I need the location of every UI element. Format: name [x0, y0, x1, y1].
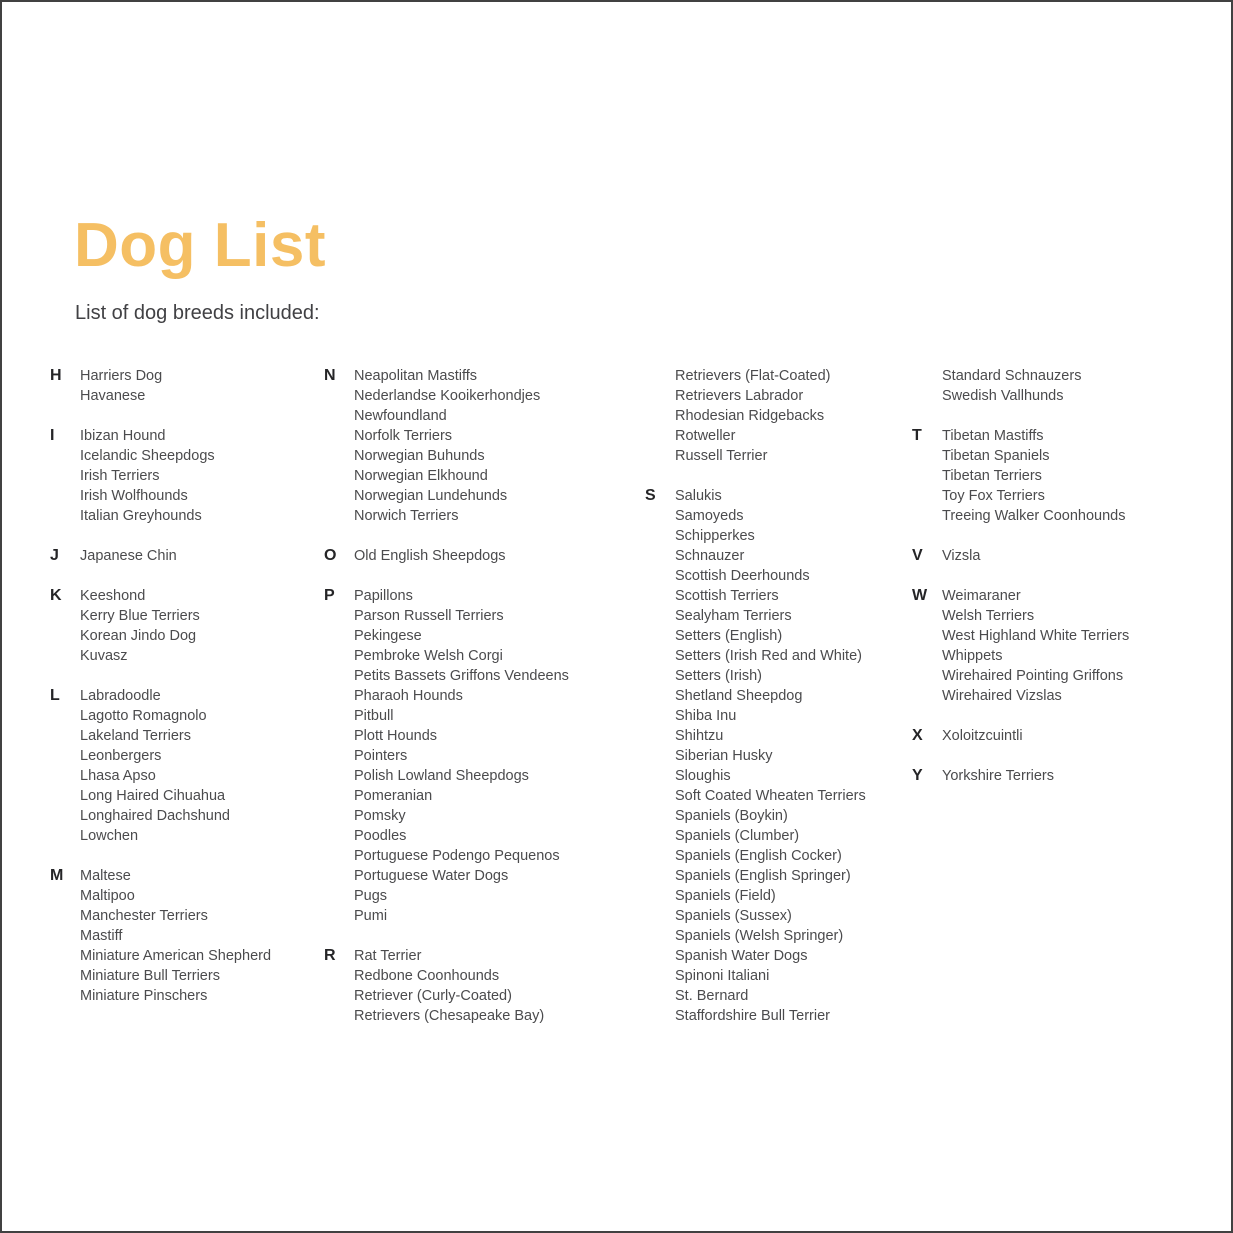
breed-item: Kerry Blue Terriers — [80, 608, 200, 624]
breed-item: Italian Greyhounds — [80, 508, 202, 524]
section-letter: T — [912, 427, 922, 444]
breed-item: Scottish Deerhounds — [675, 568, 810, 584]
breed-item: Manchester Terriers — [80, 908, 208, 924]
breed-item: Lhasa Apso — [80, 768, 156, 784]
breed-item: Tibetan Terriers — [942, 468, 1042, 484]
breed-item: Russell Terrier — [675, 448, 768, 464]
breed-item: Setters (English) — [675, 628, 783, 644]
breed-item: Miniature Pinschers — [80, 988, 208, 1004]
breed-list — [80, 686, 230, 846]
breed-list — [675, 366, 831, 466]
breed-item: Nederlandse Kooikerhondjes — [354, 388, 541, 404]
breed-item: Keeshond — [80, 588, 146, 604]
section-letter: Y — [912, 767, 923, 784]
breed-item: Miniature Bull Terriers — [80, 968, 220, 984]
letter-section-x — [912, 726, 1129, 746]
section-letter: S — [645, 487, 656, 504]
breed-item: Welsh Terriers — [942, 608, 1035, 624]
breed-item: Spaniels (Welsh Springer) — [675, 928, 844, 944]
section-letter: M — [50, 867, 64, 884]
breed-item: Norwegian Elkhound — [354, 468, 488, 484]
breed-list — [942, 426, 1126, 526]
breed-item: Pembroke Welsh Corgi — [354, 648, 503, 664]
breed-item: Sealyham Terriers — [675, 608, 792, 624]
letter-section-j — [50, 546, 271, 566]
breed-item: Spaniels (English Springer) — [675, 868, 851, 884]
breed-item: Parson Russell Terriers — [354, 608, 504, 624]
breed-item: Setters (Irish) — [675, 668, 763, 684]
breed-item: Wirehaired Pointing Griffons — [942, 668, 1124, 684]
breed-item: Pomeranian — [354, 788, 433, 804]
breed-list — [675, 486, 866, 1026]
breed-item: Poodles — [354, 828, 407, 844]
breed-item: Papillons — [354, 588, 413, 604]
breed-item: Pomsky — [354, 808, 406, 824]
breed-list — [80, 366, 162, 406]
breed-list — [942, 586, 1129, 706]
letter-section-continued — [645, 366, 866, 466]
breed-item: Toy Fox Terriers — [942, 488, 1045, 504]
breed-item: Norfolk Terriers — [354, 428, 453, 444]
breed-item: Miniature American Shepherd — [80, 948, 272, 964]
section-letter: I — [50, 427, 55, 444]
letter-section-p — [324, 586, 569, 926]
breed-item: Retriever (Curly-Coated) — [354, 988, 512, 1004]
section-letter: X — [912, 727, 923, 744]
letter-section-s — [645, 486, 866, 1026]
breed-list — [80, 866, 271, 1006]
breed-item: Pointers — [354, 748, 408, 764]
breed-item: West Highland White Terriers — [942, 628, 1130, 644]
breed-item: Icelandic Sheepdogs — [80, 448, 215, 464]
letter-section-n — [324, 366, 569, 526]
breed-list — [942, 766, 1054, 786]
breed-item: Staffordshire Bull Terrier — [675, 1008, 831, 1024]
breed-item: Pumi — [354, 908, 388, 924]
section-letter: O — [324, 547, 337, 564]
section-letter: K — [50, 587, 62, 604]
breed-item: Shihtzu — [675, 728, 724, 744]
breed-list — [80, 546, 177, 566]
breed-item: Irish Wolfhounds — [80, 488, 188, 504]
breed-list — [354, 946, 544, 1026]
breed-list — [942, 546, 980, 566]
breed-item: Pugs — [354, 888, 388, 904]
breed-item: Spanish Water Dogs — [675, 948, 808, 964]
breed-item: Plott Hounds — [354, 728, 438, 744]
breed-list — [354, 366, 540, 526]
breed-item: Spaniels (Boykin) — [675, 808, 788, 824]
breed-item: Samoyeds — [675, 508, 744, 524]
breed-item: Old English Sheepdogs — [354, 548, 506, 564]
section-letter: P — [324, 587, 335, 604]
breed-item: Newfoundland — [354, 408, 447, 424]
breed-item: Polish Lowland Sheepdogs — [354, 768, 529, 784]
breed-item: Kuvasz — [80, 648, 128, 664]
breed-item: Spaniels (Clumber) — [675, 828, 800, 844]
breed-item: Vizsla — [942, 548, 981, 564]
breed-item: Shiba Inu — [675, 708, 737, 724]
breed-item: Maltese — [80, 868, 131, 884]
letter-section-y — [912, 766, 1129, 786]
breed-item: Ibizan Hound — [80, 428, 166, 444]
letter-section-h — [50, 366, 271, 406]
breed-item: Scottish Terriers — [675, 588, 779, 604]
breed-list — [80, 426, 215, 526]
breed-item: Retrievers (Chesapeake Bay) — [354, 1008, 545, 1024]
letter-section-o — [324, 546, 569, 566]
breed-item: Tibetan Spaniels — [942, 448, 1050, 464]
breed-item: Rhodesian Ridgebacks — [675, 408, 825, 424]
breed-item: Sloughis — [675, 768, 731, 784]
breed-item: Portuguese Podengo Pequenos — [354, 848, 560, 864]
breed-item: Treeing Walker Coonhounds — [942, 508, 1126, 524]
breed-item: Norwegian Buhunds — [354, 448, 485, 464]
breed-item: Spaniels (Sussex) — [675, 908, 792, 924]
breed-item: Whippets — [942, 648, 1003, 664]
section-letter: N — [324, 367, 336, 384]
breed-item: St. Bernard — [675, 988, 749, 1004]
section-letter: L — [50, 687, 60, 704]
section-letter: J — [50, 547, 59, 564]
letter-section-continued — [912, 366, 1129, 406]
breed-item: Labradoodle — [80, 688, 161, 704]
letter-section-i — [50, 426, 271, 526]
breed-item: Spaniels (Field) — [675, 888, 776, 904]
breed-item: Shetland Sheepdog — [675, 688, 803, 704]
letter-section-l — [50, 686, 271, 846]
breed-item: Weimaraner — [942, 588, 1021, 604]
breed-item: Longhaired Dachshund — [80, 808, 230, 824]
breed-item: Soft Coated Wheaten Terriers — [675, 788, 866, 804]
section-letter: W — [912, 587, 928, 604]
breed-item: Pharaoh Hounds — [354, 688, 463, 704]
letter-section-t — [912, 426, 1129, 526]
breed-list — [942, 366, 1081, 406]
breed-item: Rotweller — [675, 428, 736, 444]
breed-item: Tibetan Mastiffs — [942, 428, 1044, 444]
breed-item: Korean Jindo Dog — [80, 628, 197, 644]
breed-item: Havanese — [80, 388, 146, 404]
breed-item: Harriers Dog — [80, 368, 163, 384]
breed-column-1 — [50, 366, 271, 1026]
breed-item: Retrievers (Flat-Coated) — [675, 368, 831, 384]
letter-section-v — [912, 546, 1129, 566]
breed-item: Mastiff — [80, 928, 123, 944]
breed-item: Redbone Coonhounds — [354, 968, 500, 984]
letter-section-m — [50, 866, 271, 1006]
section-letter: H — [50, 367, 62, 384]
breed-item: Yorkshire Terriers — [942, 768, 1055, 784]
breed-item: Pekingese — [354, 628, 422, 644]
breed-column-2 — [324, 366, 569, 1046]
breed-item: Norwich Terriers — [354, 508, 459, 524]
breed-list — [942, 726, 1023, 746]
breed-item: Spinoni Italiani — [675, 968, 770, 984]
breed-item: Portuguese Water Dogs — [354, 868, 509, 884]
breed-item: Siberian Husky — [675, 748, 773, 764]
page-subtitle: List of dog breeds included: — [75, 302, 320, 324]
letter-section-k — [50, 586, 271, 666]
breed-item: Neapolitan Mastiffs — [354, 368, 478, 384]
breed-list — [354, 546, 506, 566]
breed-item: Petits Bassets Griffons Vendeens — [354, 668, 569, 684]
breed-item: Lowchen — [80, 828, 139, 844]
breed-list — [80, 586, 200, 666]
breed-list — [354, 586, 569, 926]
letter-section-r — [324, 946, 569, 1026]
breed-item: Lagotto Romagnolo — [80, 708, 207, 724]
breed-item: Swedish Vallhunds — [942, 388, 1064, 404]
breed-item: Leonbergers — [80, 748, 162, 764]
breed-column-4 — [912, 366, 1129, 806]
breed-item: Japanese Chin — [80, 548, 177, 564]
breed-item: Xoloitzcuintli — [942, 728, 1023, 744]
breed-item: Retrievers Labrador — [675, 388, 804, 404]
breed-item: Irish Terriers — [80, 468, 160, 484]
breed-item: Schipperkes — [675, 528, 755, 544]
breed-column-3 — [645, 366, 866, 1046]
section-letter: R — [324, 947, 336, 964]
breed-item: Setters (Irish Red and White) — [675, 648, 862, 664]
breed-item: Wirehaired Vizslas — [942, 688, 1062, 704]
breed-item: Standard Schnauzers — [942, 368, 1082, 384]
letter-section-w — [912, 586, 1129, 706]
breed-item: Norwegian Lundehunds — [354, 488, 508, 504]
breed-item: Lakeland Terriers — [80, 728, 191, 744]
section-letter: V — [912, 547, 923, 564]
breed-item: Salukis — [675, 488, 722, 504]
page-title: Dog List — [74, 211, 326, 280]
breed-item: Maltipoo — [80, 888, 135, 904]
breed-item: Long Haired Cihuahua — [80, 788, 226, 804]
breed-item: Spaniels (English Cocker) — [675, 848, 842, 864]
breed-item: Rat Terrier — [354, 948, 422, 964]
breed-item: Schnauzer — [675, 548, 745, 564]
breed-item: Pitbull — [354, 708, 394, 724]
